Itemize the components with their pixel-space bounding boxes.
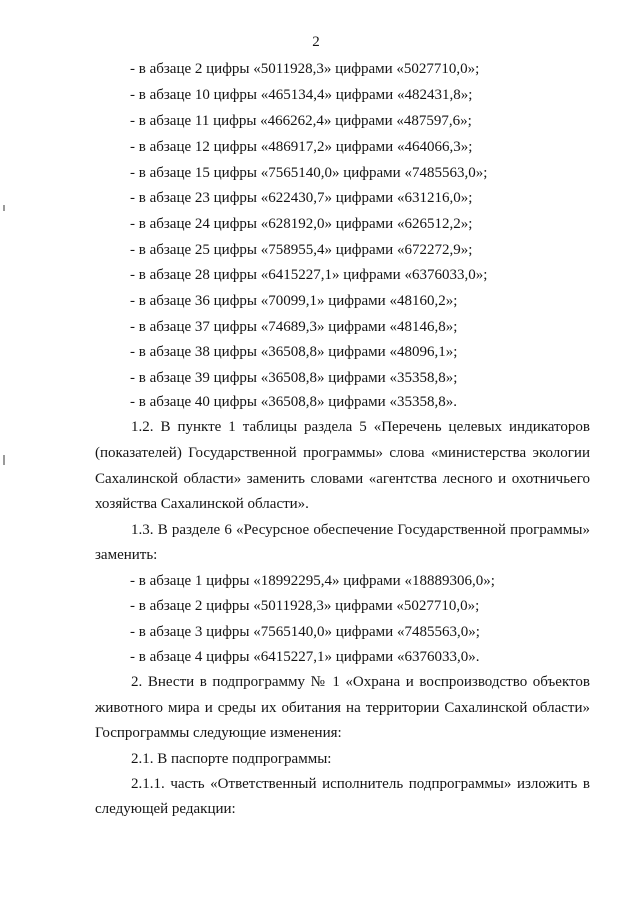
list-item: - в абзаце 39 цифры «36508,8» цифрами «35358,8»; [130, 370, 458, 386]
scan-artifact [3, 455, 5, 465]
list-item: - в абзаце 12 цифры «486917,2» цифрами «464066,3»; [130, 139, 473, 155]
paragraph-2-1: 2.1. В паспорте подпрограммы: [131, 751, 332, 767]
paragraph-1-3-line: 1.3. В разделе 6 «Ресурсное обеспечение Государственной программы» [131, 522, 590, 538]
paragraph-2-1-1-line: 2.1.1. часть «Ответственный исполнитель подпрограммы» изложить в [131, 776, 590, 792]
paragraph-1-2-line: хозяйства Сахалинской области». [95, 496, 309, 512]
list-item: - в абзаце 3 цифры «7565140,0» цифрами «7485563,0»; [130, 624, 480, 640]
paragraph-2-1-1-line: следующей редакции: [95, 801, 236, 817]
paragraph-2-line: Госпрограммы следующие изменения: [95, 725, 342, 741]
list-item: - в абзаце 1 цифры «18992295,4» цифрами «18889306,0»; [130, 573, 495, 589]
list-item: - в абзаце 2 цифры «5011928,3» цифрами «5027710,0»; [130, 598, 480, 614]
list-item: - в абзаце 25 цифры «758955,4» цифрами «672272,9»; [130, 242, 473, 258]
paragraph-1-3-line: заменить: [95, 547, 158, 563]
list-item: - в абзаце 23 цифры «622430,7» цифрами «631216,0»; [130, 190, 473, 206]
list-item: - в абзаце 28 цифры «6415227,1» цифрами «6376033,0»; [130, 267, 488, 283]
list-item: - в абзаце 15 цифры «7565140,0» цифрами «7485563,0»; [130, 165, 488, 181]
page-number: 2 [312, 34, 320, 50]
list-item: - в абзаце 24 цифры «628192,0» цифрами «626512,2»; [130, 216, 473, 232]
list-item: - в абзаце 38 цифры «36508,8» цифрами «48096,1»; [130, 344, 458, 360]
list-item: - в абзаце 36 цифры «70099,1» цифрами «48160,2»; [130, 293, 458, 309]
list-item: - в абзаце 11 цифры «466262,4» цифрами «487597,6»; [130, 113, 472, 129]
list-item: - в абзаце 2 цифры «5011928,3» цифрами «5027710,0»; [130, 61, 480, 77]
list-item: - в абзаце 4 цифры «6415227,1» цифрами «6376033,0». [130, 649, 480, 665]
list-item: - в абзаце 10 цифры «465134,4» цифрами «482431,8»; [130, 87, 473, 103]
paragraph-1-2-line: 1.2. В пункте 1 таблицы раздела 5 «Перечень целевых индикаторов [131, 419, 590, 435]
paragraph-2-line: 2. Внести в подпрограмму № 1 «Охрана и воспроизводство объектов [131, 674, 590, 690]
scan-artifact [3, 205, 5, 211]
paragraph-1-2-line: (показателей) Государственной программы» слова «министерства экологии [95, 445, 590, 461]
paragraph-2-line: животного мира и среды их обитания на территории Сахалинской области» [95, 700, 590, 716]
paragraph-1-2-line: Сахалинской области» заменить словами «агентства лесного и охотничьего [95, 471, 590, 487]
list-item: - в абзаце 40 цифры «36508,8» цифрами «35358,8». [130, 394, 457, 410]
list-item: - в абзаце 37 цифры «74689,3» цифрами «48146,8»; [130, 319, 458, 335]
